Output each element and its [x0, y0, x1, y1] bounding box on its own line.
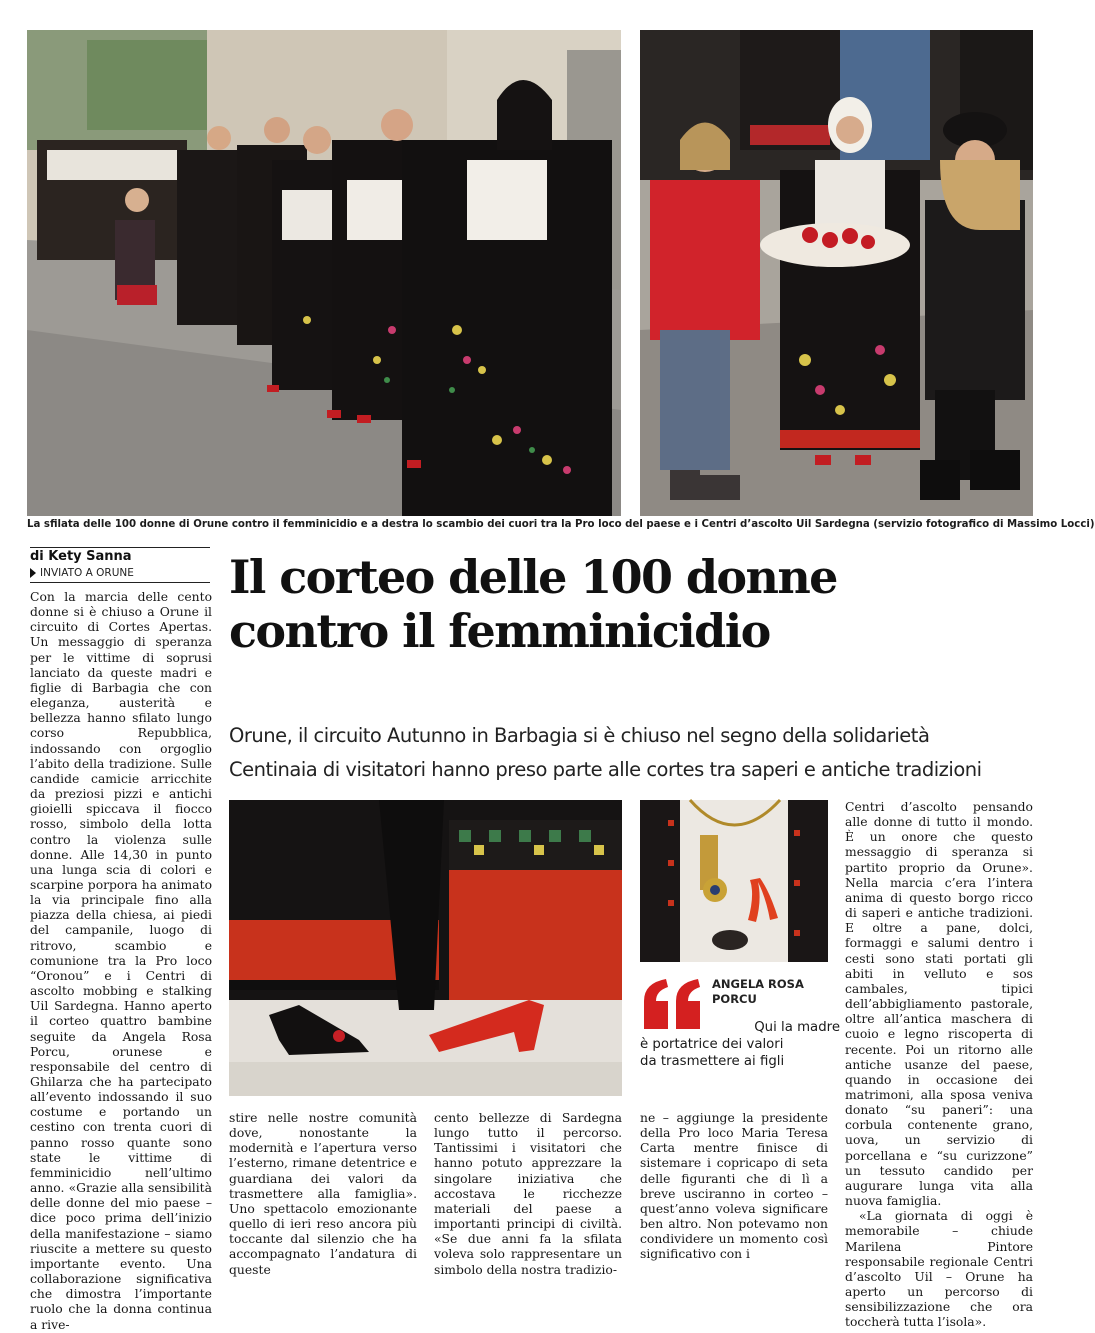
photo-heart-exchange	[640, 30, 1033, 516]
headline-line-1: Il corteo delle 100 donne	[229, 550, 837, 604]
article-column-3: cento bellezze di Sardegna lungo tutto il percorso. Tantissimi i visitatori che hanno potuto apprezzare la singolare iniziativa che accostava le ricchezze materiali del paese a importanti principi di civiltà. «Se due anni fa la sfilata voleva solo rappresentare un simbolo della nostra tradizio-	[434, 1111, 622, 1277]
headline	[229, 550, 1029, 658]
triangle-icon	[30, 568, 36, 578]
article-column-2: stire nelle nostre comunità dove, nonostante la modernità e l’apertura verso l’esterno, rimane detentrice e guardiana dei valori da trasmettere alla famiglia». Uno spettacolo emozionante quello di ieri reso ancora più toccante dal silenzio che ha accompagnato l’andatura di queste	[229, 1111, 417, 1277]
article-column-5-part-2: «La giornata di oggi è memorabile – chiude Marilena Pintore responsabile regionale Centri d’ascolto Uil – Orune ha aperto un percorso di sensibilizzazione che ora toccherà tutta l’isola».	[845, 1209, 1033, 1330]
quote-text	[640, 1019, 840, 1070]
quote-text-line-1: Qui la madre	[754, 1020, 840, 1035]
subhead-line-1: Orune, il circuito Autunno in Barbagia si è chiuso nel segno della solidarietà	[229, 724, 930, 747]
headline-line-2: contro il femminicidio	[229, 604, 770, 658]
pull-quote	[640, 975, 840, 1085]
article-column-4: ne – aggiunge la presidente della Pro loco Maria Teresa Carta mentre finisce di sistemare i copricapo di seta delle figuranti che di lì a breve usciranno in corteo – quest’anno voleva significare ben altro. Non potevamo non condividere un momento così significativo con i	[640, 1111, 828, 1262]
article-column-5-part-1: Centri d’ascolto pensando alle donne di tutto il mondo. È un onore che questo messaggio di speranza si partito proprio da Orune». Nella marcia c’era l’intera anima di questo borgo ricco di saperi e antiche tradizioni. E oltre a pane, dolci, formaggi e salumi dentro i cesti sono stati portati gli abiti in velluto e sos cambales, tipici dell’abbigliamento pastorale, oltre all’antica maschera di cuoio e legno riscoperta di recente. Poi un ritorno alle antiche usanze del paese, quando in occasione dei matrimoni, alla sposa veniva donato “su paneri”: una corbula contenente grano, uova, un servizio di porcellana e “su curizzone” un tessuto candido per augurare lunga vita alla nuova famiglia.	[845, 800, 1033, 1209]
byline-author: di Kety Sanna	[30, 549, 132, 564]
quote-author	[712, 977, 842, 1007]
byline-role-text: INVIATO A ORUNE	[40, 567, 134, 579]
subhead-line-2: Centinaia di visitatori hanno preso parte alle cortes tra saperi e antiche tradizioni	[229, 758, 982, 781]
quote-text-line-3: da trasmettere ai figli	[640, 1054, 785, 1069]
byline-role	[30, 567, 210, 579]
article-column-5	[845, 800, 1033, 1330]
byline	[30, 549, 210, 579]
article-column-1: Con la marcia delle cento donne si è chiuso a Orune il circuito di Cortes Apertas. Un messaggio di speranza per le vittime di soprusi lanciato da queste madri e figlie di Barbagia che con eleganza, austerità e bellezza hanno sfilato lungo corso Repubblica, indossando con orgoglio l’abito della tradizione. Sulle candide camicie arricchite da preziosi pizzi e antichi gioielli spiccava il fiocco rosso, simbolo della lotta contro la violenza sulle donne. Alle 14,30 in punto una lunga scia di colori e scarpine porpora ha animato la via principale fino alla piazza della chiesa, ai piedi del campanile, luogo di ritrovo, scambio e comunione tra la Pro loco “Oronou” e i Centri di ascolto mobbing e stalking Uil Sardegna. Hanno aperto il corteo quattro bambine seguite da Angela Rosa Porcu, orunese e responsabile del centro di Ghilarza che ha partecipato all’evento indossando il suo costume e portando un cestino con trenta cuori di panno rosso quante sono state le vittime di femminicidio nell’ultimo anno. «Grazie alla sensibilità delle donne del mio paese – dice poco prima dell’inizio della manifestazione – siamo riuscite a mettere su questo importante evento. Una collaborazione significativa che dimostra l’importante ruolo che la donna continua a rive-	[30, 590, 212, 1332]
byline-top-rule	[30, 547, 210, 548]
photo-shoes	[229, 800, 622, 1096]
photo-ribbon-brooch	[640, 800, 828, 962]
quote-text-line-2: è portatrice dei valori	[640, 1037, 784, 1052]
photo-caption: La sfilata delle 100 donne di Orune contro il femminicidio e a destra lo scambio dei cuori tra la Pro loco del paese e i Centri d’ascolto Uil Sardegna (servizio fotografico di Massimo Locci)	[27, 519, 1095, 530]
quote-author-line-1: ANGELA ROSA	[712, 977, 804, 991]
photo-procession	[27, 30, 621, 516]
byline-bottom-rule	[30, 582, 210, 583]
quote-author-line-2: PORCU	[712, 992, 757, 1006]
